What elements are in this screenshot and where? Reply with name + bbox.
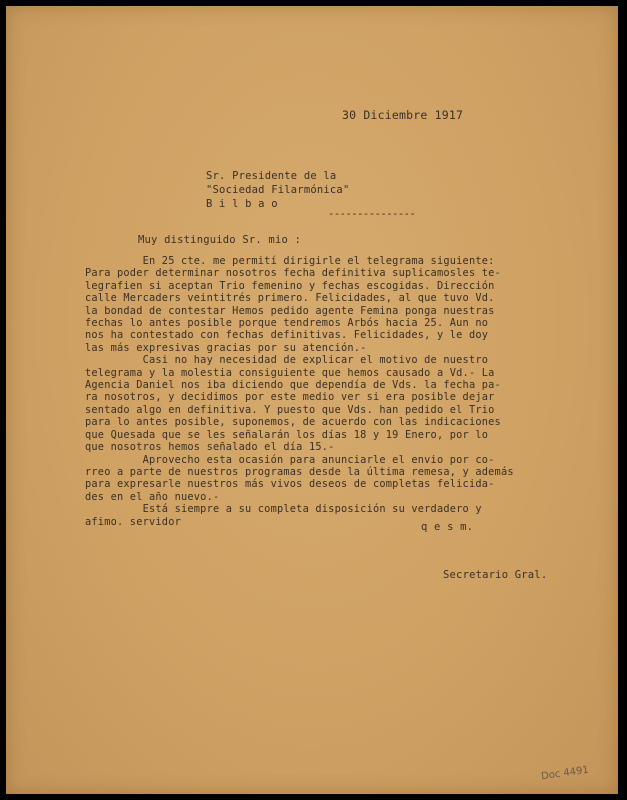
signature-title: Secretario Gral.	[443, 569, 548, 581]
body-line: que Quesada que se les señalarán los días 18 y 19 Enero, por lo	[85, 428, 489, 441]
address-line: "Sociedad Filarmónica"	[206, 184, 350, 196]
body-line: sentado algo en definitiva. Y puesto que Vds. han pedido el Trio	[85, 403, 495, 416]
letter-body	[85, 255, 514, 528]
body-line: calle Mercaders veintitrés primero. Felicidades, al que tuvo Vd.	[85, 292, 495, 305]
address-line: B i l b a o	[206, 198, 278, 210]
body-line: legrafien si aceptan Trio femenino y fechas escogidas. Dirección	[85, 279, 495, 292]
body-line: ra nosotros, y decidimos por este medio ver si era posible dejar	[85, 391, 495, 404]
body-line: telegrama y la molestia consiguiente que hemos causado a Vd.- La	[85, 366, 495, 379]
body-line: afimo. servidor	[85, 515, 181, 528]
salutation: Muy distinguido Sr. mio :	[138, 234, 302, 246]
address-line: Sr. Presidente de la	[206, 170, 337, 182]
body-line: Para poder determinar nosotros fecha definitiva suplicamosles te-	[85, 267, 501, 280]
body-line: para expresarle nuestros más vivos deseos de completas felicida-	[85, 478, 495, 491]
address-separator: ---------------	[328, 208, 416, 220]
body-line: des en el año nuevo.-	[85, 490, 220, 503]
letter-date: 30 Diciembre 1917	[342, 108, 464, 122]
body-line: las más expresivas gracias por su atención.-	[85, 341, 367, 354]
body-line: la bondad de contestar Hemos pedido agente Femina ponga nuestras	[85, 304, 495, 317]
body-line: que nosotros hemos señalado el día 15.-	[85, 441, 335, 454]
body-line: Aprovecho esta ocasión para anunciarle el envio por co-	[85, 453, 495, 466]
body-line: Casi no hay necesidad de explicar el motivo de nuestro	[85, 354, 489, 367]
body-line: Está siempre a su completa disposición su verdadero y	[85, 503, 482, 516]
body-line: rreo a parte de nuestros programas desde la última remesa, y además	[85, 465, 514, 478]
body-line: para lo antes posible, suponemos, de acuerdo con las indicaciones	[85, 416, 501, 429]
body-line: En 25 cte. me permití dirigirle el telegrama siguiente:	[85, 255, 495, 267]
closing-abbreviation: q e s m.	[421, 521, 474, 533]
recipient-address	[206, 169, 349, 211]
body-line: fechas lo antes posible porque tendremos Arbós hacia 25. Aun no	[85, 317, 489, 330]
letter-sheet	[6, 6, 618, 794]
body-line: Agencia Daniel nos iba diciendo que dependía de Vds. la fecha pa-	[85, 379, 501, 392]
archive-mark: Doc 4491	[540, 764, 590, 783]
body-line: nos ha contestado con fechas definitivas. Felicidades, y le doy	[85, 329, 489, 342]
